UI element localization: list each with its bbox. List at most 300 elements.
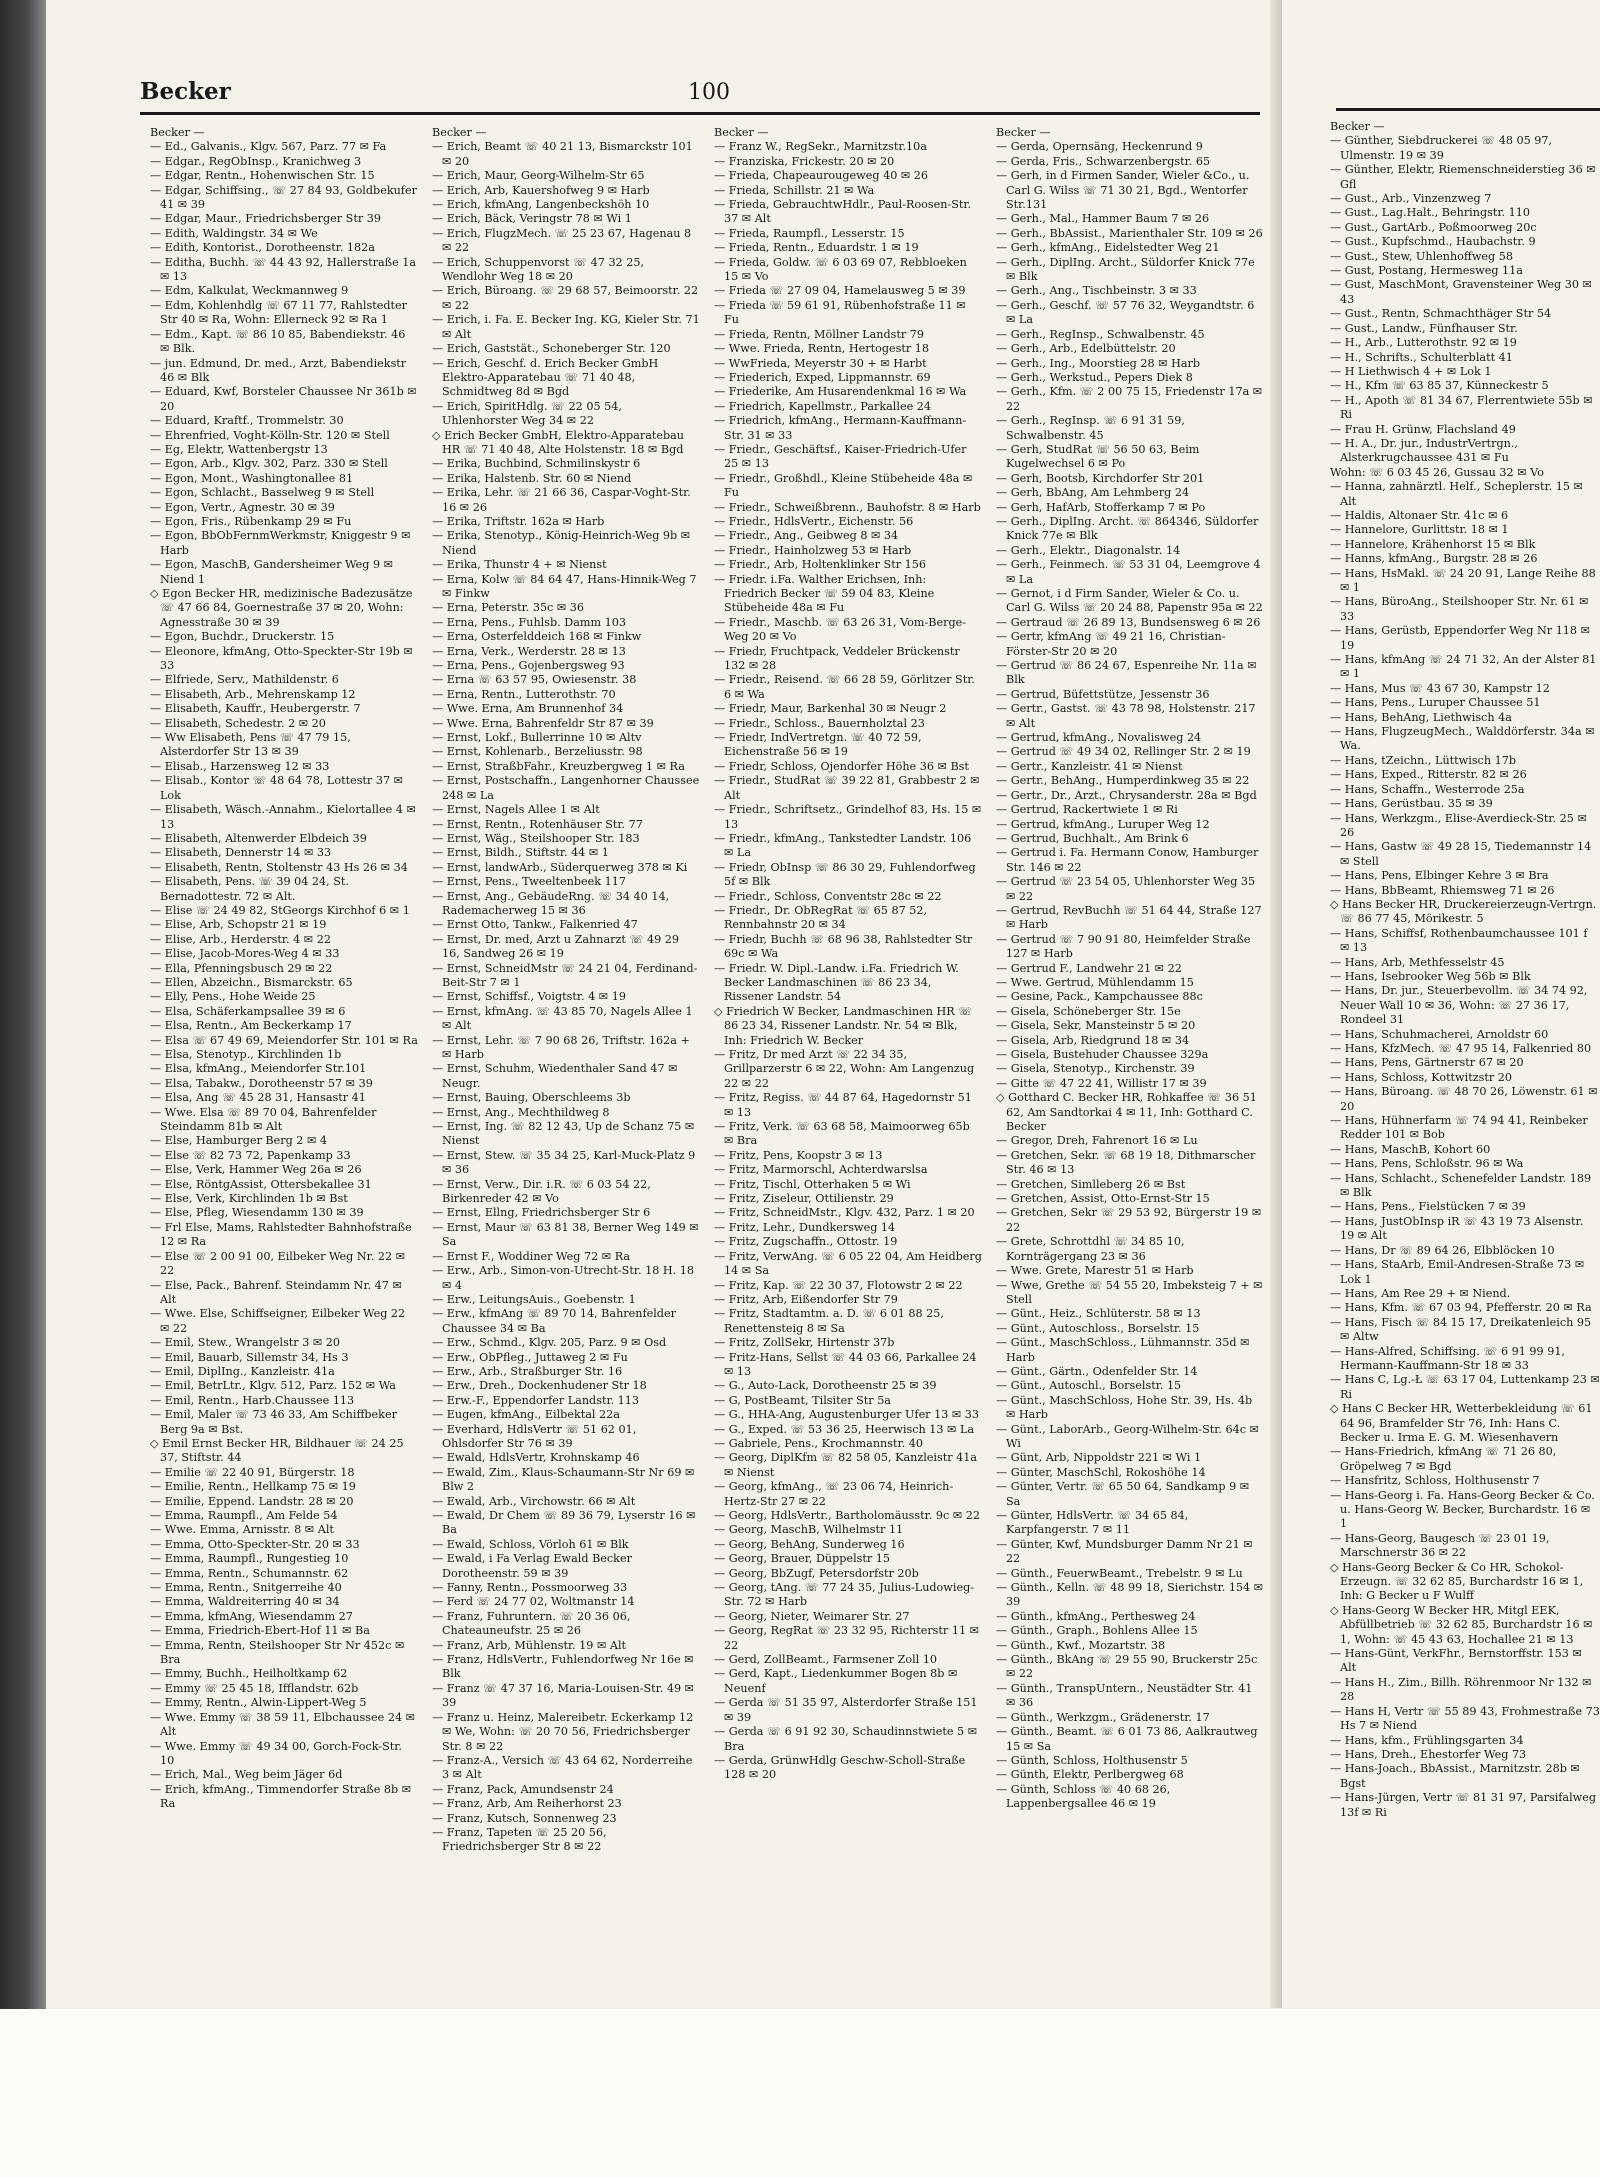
directory-entry: — Günth, Schloss ☏ 40 68 26, Lappenbergsallee 46 ✉ 19 (996, 1782, 1171, 1811)
directory-entry: — Fritz, Stadtamtm. a. D. ☏ 6 01 88 25, Renettensteig 8 ✉ Sa (714, 1307, 944, 1335)
facing-page-column (1330, 120, 1600, 1980)
directory-entry: — Else ☏ 82 73 72, Papenkamp 33 (150, 1148, 351, 1162)
directory-entry: — Friedr., Reisend. ☏ 66 28 59, Görlitzer Str. 6 ✉ Wa (714, 673, 975, 701)
directory-entry: — Hans, Schaffn., Westerrode 25a (1330, 782, 1525, 796)
directory-entry: — Emil, Stew., Wrangelstr 3 ✉ 20 (150, 1336, 341, 1350)
directory-entry: — Grete, Schrottdhl ☏ 34 85 10, Kornträgergang 23 ✉ 36 (996, 1235, 1185, 1263)
directory-entry: — Fritz, SchneidMstr., Klgv. 432, Parz. 1 ✉ 20 (714, 1206, 975, 1220)
directory-entry: — Franz W., RegSekr., Marnitzstr.10a (714, 140, 927, 154)
column-heading: Becker — (1330, 120, 1385, 133)
directory-entry: — Hans, Schlacht., Schenefelder Landstr. 189 ✉ Blk (1330, 1171, 1592, 1200)
directory-entry: — Eduard, Kwf, Borsteler Chaussee Nr 361b ✉ 20 (150, 385, 417, 413)
directory-entry: — Else, Verk, Hammer Weg 26a ✉ 26 (150, 1163, 362, 1177)
facing-page-rule (1336, 108, 1600, 111)
directory-entry: — Erich, SpiritHdlg. ☏ 22 05 54, Uhlenhorster Weg 34 ✉ 22 (432, 399, 622, 428)
directory-entry: — Hans, Mus ☏ 43 67 30, Kampstr 12 (1330, 681, 1550, 695)
directory-entry: — Franz, Kutsch, Sonnenweg 23 (432, 1811, 617, 1825)
directory-entry: — Gerh., DiplIng. Archt., Süldorfer Knick 77e ✉ Blk (996, 255, 1255, 284)
directory-entry: — Erw.-F., Eppendorfer Landstr. 113 (432, 1393, 640, 1407)
directory-entry: — Ewald, Schloss, Vörloh 61 ✉ Blk (432, 1537, 629, 1551)
directory-entry: — Fritz, VerwAng. ☏ 6 05 22 04, Am Heidberg 14 ✉ Sa (714, 1249, 982, 1278)
directory-entry: — Erw., Schmd., Klgv. 205, Parz. 9 ✉ Osd (432, 1336, 667, 1350)
directory-entry: — Emil, DiplIng., Kanzleistr. 41a (150, 1364, 335, 1378)
directory-entry: — Gertr., Gastst. ☏ 43 78 98, Holstenstr. 217 ✉ Alt (996, 702, 1256, 730)
directory-entry: — Emma, Rentn, Steilshooper Str Nr 452c ✉ Bra (150, 1638, 405, 1667)
directory-entry: — Elisabeth, Wäsch.-Annahm., Kielortallee 4 ✉ 13 (150, 803, 416, 831)
directory-entry: — Gerh., Geschf. ☏ 57 76 32, Weygandtstr. 6 ✉ La (996, 298, 1255, 327)
directory-entry: — Günt., Gärtn., Odenfelder Str. 14 (996, 1364, 1198, 1378)
directory-entry: — Günter, Kwf, Mundsburger Damm Nr 21 ✉ 22 (996, 1537, 1253, 1566)
column-heading: Becker — (714, 126, 769, 139)
directory-entry: — Hans, StaArb, Emil-Andresen-Straße 73 ✉ Lok 1 (1330, 1258, 1585, 1286)
directory-entry: — Hans-Georg i. Fa. Hans-Georg Becker & Co. u. Hans-Georg W. Becker, Burchardstr. 16 ✉ 1 (1330, 1488, 1595, 1531)
directory-entry: — Frau H. Grünw, Flachsland 49 (1330, 422, 1516, 436)
directory-entry: — Emilie, Rentn., Hellkamp 75 ✉ 19 (150, 1480, 356, 1494)
directory-entry: — Elfriede, Serv., Mathildenstr. 6 (150, 673, 339, 687)
directory-entry: — G., HHA-Ang, Augustenburger Ufer 13 ✉ 33 (714, 1408, 980, 1422)
directory-entry: — Eugen, kfmAng., Eilbektal 22a (432, 1408, 620, 1422)
column-heading: Becker — (432, 126, 487, 139)
directory-entry: — Frieda, GebrauchtwHdlr., Paul-Roosen-Str. 37 ✉ Alt (714, 198, 972, 226)
directory-entry: — Günther, Siebdruckerei ☏ 48 05 97, Ulmenstr. 19 ✉ 39 (1330, 134, 1553, 162)
directory-entry: — Friedr., HdlsVertr., Eichenstr. 56 (714, 514, 914, 528)
directory-entry: — Friedr., Dr. ObRegRat ☏ 65 87 52, Rennbahnstr 20 ✉ 34 (714, 903, 928, 932)
directory-entry: — Ernst, Wäg., Steilshooper Str. 183 (432, 831, 640, 845)
directory-entry: — Erich, kfmAng, Langenbeckshöh 10 (432, 198, 650, 212)
directory-entry: — Elisabeth, Altenwerder Elbdeich 39 (150, 831, 367, 845)
directory-entry: — Wwe. Elsa ☏ 89 70 04, Bahrenfelder Steindamm 81b ✉ Alt (150, 1105, 377, 1134)
directory-entry: — Erna, Kolw ☏ 84 64 47, Hans-Hinnik-Weg 7 ✉ Finkw (432, 572, 697, 600)
directory-entry: — Elisab., Kontor ☏ 48 64 78, Lottestr 37 ✉ Lok (150, 774, 404, 802)
directory-entry: — Edith, Kontorist., Dorotheenstr. 182a (150, 241, 375, 255)
column-heading: Becker — (996, 126, 1051, 139)
directory-entry: — Gertraud ☏ 26 89 13, Bundsensweg 6 ✉ 26 (996, 615, 1261, 629)
directory-entry: — Gisela, Stenotyp., Kirchenstr. 39 (996, 1062, 1195, 1076)
directory-entry: — Georg, DiplKfm ☏ 82 58 05, Kanzleistr 41a ✉ Nienst (714, 1451, 978, 1479)
directory-entry: — Frieda, Chapeaurougeweg 40 ✉ 26 (714, 169, 929, 183)
directory-entry: — Hans-Jürgen, Vertr ☏ 81 31 97, Parsifalweg 13f ✉ Ri (1330, 1791, 1597, 1819)
directory-entry: — jun. Edmund, Dr. med., Arzt, Babendiekstr 46 ✉ Blk (150, 356, 407, 384)
directory-entry: — Erich, Maur, Georg-Wilhelm-Str 65 (432, 169, 645, 183)
directory-entry: — Eleonore, kfmAng, Otto-Speckter-Str 19b ✉ 33 (150, 644, 413, 673)
directory-entry: — Wwe. Gertrud, Mühlendamm 15 (996, 975, 1194, 989)
directory-entry: — Erich, Bäck, Veringstr 78 ✉ Wi 1 (432, 212, 632, 226)
directory-entry: — H. A., Dr. jur., IndustrVertrgn., Alsterkrugchaussee 431 ✉ Fu (1330, 436, 1518, 465)
directory-entry: ◇ Hans Becker HR, Druckereierzeugn-Vertrgn. ☏ 86 77 45, Mörikestr. 5 (1330, 897, 1597, 926)
directory-entry: — Erw., Arb., Simon-von-Utrecht-Str. 18 H. 18 ✉ 4 (432, 1264, 694, 1292)
directory-entry: — Hans, KfzMech. ☏ 47 95 14, Falkenried 80 (1330, 1042, 1592, 1055)
directory-entry: — Günth., Kwf., Mozartstr. 38 (996, 1638, 1166, 1652)
directory-entry: — Elisabeth, Dennerstr 14 ✉ 33 (150, 846, 332, 860)
directory-entry: — Erna, Rentn., Lutterothstr. 70 (432, 687, 616, 701)
directory-entry: — Gretchen, Assist, Otto-Ernst-Str 15 (996, 1192, 1210, 1206)
directory-entry: — Gust., Kupfschmd., Haubachstr. 9 (1330, 235, 1536, 249)
directory-entry: — Gertrud F., Landwehr 21 ✉ 22 (996, 961, 1182, 975)
directory-entry: — Gerda, Fris., Schwarzenbergstr. 65 (996, 154, 1211, 168)
directory-entry: — Elise ☏ 24 49 82, StGeorgs Kirchhof 6 ✉ 1 (150, 903, 410, 917)
directory-entry: — Friedr, Schloss, Ojendorfer Höhe 36 ✉ Bst (714, 759, 969, 773)
directory-entry: — Fritz, Zugschaffn., Ottostr. 19 (714, 1235, 898, 1249)
directory-entry: — Ernst, Rentn., Rotenhäuser Str. 77 (432, 817, 643, 831)
directory-entry: — Gerh., BbAssist., Marienthaler Str. 109 ✉ 26 (996, 226, 1263, 240)
directory-entry: — Frieda, Schillstr. 21 ✉ Wa (714, 183, 875, 197)
directory-entry: — Fritz, Regiss. ☏ 44 87 64, Hagedornstr 51 ✉ 13 (714, 1091, 972, 1119)
directory-entry: — Elsa ☏ 67 49 69, Meiendorfer Str. 101 ✉ Ra (150, 1033, 418, 1047)
directory-entry: — Gerda ☏ 6 91 92 30, Schaudinnstwiete 5 ✉ Bra (714, 1725, 978, 1753)
directory-entry: — Erna, Peterstr. 35c ✉ 36 (432, 601, 585, 615)
directory-entry: — Hans, Pens., Fielstücken 7 ✉ 39 (1330, 1200, 1526, 1214)
directory-entry: — Emil, Rentn., Harb.Chaussee 113 (150, 1393, 355, 1407)
directory-entry: ◇ Friedrich W Becker, Landmaschinen HR ☏ 86 23 34, Rissener Landstr. Nr. 54 ✉ Blk, Inh: Friedrich W. Becker (714, 1004, 973, 1047)
directory-entry: — Erw., Dreh., Dockenhudener Str 18 (432, 1379, 647, 1393)
directory-entry: — Gust., Stew, Uhlenhoffweg 58 (1330, 249, 1514, 263)
directory-entry: — Gerh, StudRat ☏ 56 50 63, Beim Kugelwechsel 6 ✉ Po (996, 442, 1200, 471)
directory-entry: — Ernst, Ing. ☏ 82 12 43, Up de Schanz 75 ✉ Nienst (432, 1120, 695, 1148)
directory-entry: — Günt., Autoschloss., Borselstr. 15 (996, 1321, 1200, 1335)
directory-entry: — Wwe, Grethe ☏ 54 55 20, Imbeksteig 7 + ✉ Stell (996, 1278, 1263, 1306)
directory-entry: — Hans C, Lg.-Ł ☏ 63 17 04, Luttenkamp 23 ✉ Ri (1330, 1373, 1600, 1401)
directory-entry: — Else, Hamburger Berg 2 ✉ 4 (150, 1134, 328, 1148)
directory-entry: — Gertr., BehAng., Humperdinkweg 35 ✉ 22 (996, 774, 1250, 788)
directory-entry: — Hannelore, Krähenhorst 15 ✉ Blk (1330, 537, 1536, 551)
directory-entry: — Hans H, Vertr ☏ 55 89 43, Frohmestraße 73 Hs 7 ✉ Niend (1330, 1704, 1600, 1733)
directory-entry: — Fritz-Hans, Sellst ☏ 44 03 66, Parkallee 24 ✉ 13 (714, 1350, 977, 1378)
directory-entry: — Gertrud, Buchhalt., Am Brink 6 (996, 831, 1189, 845)
directory-entry: — Günth., TranspUntern., Neustädter Str. 41 ✉ 36 (996, 1681, 1253, 1710)
directory-entry: — Hans, JustObInsp iR ☏ 43 19 73 Alsenstr. 19 ✉ Alt (1330, 1214, 1584, 1243)
directory-entry: — Elisabeth, Pens. ☏ 39 04 24, St. Bernadottestr. 72 ✉ Alt. (150, 875, 349, 903)
directory-entry: — G., Exped. ☏ 53 36 25, Heerwisch 13 ✉ La (714, 1422, 975, 1436)
directory-entry: ◇ Erich Becker GmbH, Elektro-Apparatebau HR ☏ 71 40 48, Alte Holstenstr. 18 ✉ Bgd (432, 428, 685, 456)
directory-entry: — Frl Else, Mams, Rahlstedter Bahnhofstraße 12 ✉ Ra (150, 1220, 412, 1249)
directory-entry: — Gertrud ☏ 23 54 05, Uhlenhorster Weg 35 ✉ 22 (996, 875, 1256, 903)
column-heading: Becker — (150, 126, 205, 139)
directory-entry: — Edm, Kohlenhdlg ☏ 67 11 77, Rahlstedter Str 40 ✉ Ra, Wohn: Ellerneck 92 ✉ Ra 1 (150, 298, 407, 327)
directory-entry: — Gertr., Dr., Arzt., Chrysanderstr. 28a ✉ Bgd (996, 788, 1257, 802)
directory-entry: — Elisabeth, Rentn, Stoltenstr 43 Hs 26 ✉ 34 (150, 860, 408, 874)
directory-entry: — H., Arb., Lutterothstr. 92 ✉ 19 (1330, 336, 1517, 350)
header-surname: Becker (140, 78, 231, 105)
directory-entry: — Friedrich, Kapellmstr., Parkallee 24 (714, 399, 932, 413)
directory-entry: — Emilie ☏ 22 40 91, Bürgerstr. 18 (150, 1465, 355, 1479)
directory-entry: — Friedr., Schloss., Bauernholztal 23 (714, 716, 925, 730)
directory-entry: — Erika, Buchbind, Schmilinskystr 6 (432, 457, 641, 471)
directory-entry: — Ernst, kfmAng. ☏ 43 85 70, Nagels Allee 1 ✉ Alt (432, 1004, 693, 1033)
directory-entry: — Friedr, ObInsp ☏ 86 30 29, Fuhlendorfweg 5f ✉ Blk (714, 860, 976, 889)
directory-entry: — Fanny, Rentn., Possmoorweg 33 (432, 1581, 628, 1595)
directory-entry: — Franz, Arb, Mühlenstr. 19 ✉ Alt (432, 1638, 627, 1652)
directory-entry: — Gertrud, kfmAng., Novalisweg 24 (996, 731, 1202, 745)
directory-entry: — Hans-Joach., BbAssist., Marnitzstr. 28b ✉ Bgst (1330, 1762, 1580, 1790)
directory-entry: — Gerh., Ing., Moorstieg 28 ✉ Harb (996, 356, 1201, 370)
directory-entry: — Ernst, StraßbFahr., Kreuzbergweg 1 ✉ Ra (432, 759, 685, 773)
directory-entry: — Edgar, Rentn., Hohenwischen Str. 15 (150, 169, 375, 183)
directory-entry: — Friedr., Schloss, Conventstr 28c ✉ 22 (714, 889, 942, 903)
directory-entry: — Hans, Schloss, Kottwitzstr 20 (1330, 1070, 1512, 1084)
directory-entry: — Franz ☏ 47 37 16, Maria-Louisen-Str. 49 ✉ 39 (432, 1681, 695, 1710)
book-gutter (1270, 0, 1282, 2008)
directory-entry: — Emma, Raumpfl., Am Felde 54 (150, 1509, 338, 1522)
directory-entry: — Gerh., RegInsp. ☏ 6 91 31 59, Schwalbenstr. 45 (996, 414, 1185, 442)
directory-entry: — Hans, Dr. jur., Steuerbevollm. ☏ 34 74 92, Neuer Wall 10 ✉ 36, Wohn: ☏ 27 36 17, Rondeel 31 (1330, 984, 1588, 1027)
directory-entry: — Georg, MaschB, Wilhelmstr 11 (714, 1523, 904, 1537)
directory-entry: — Gertrud ☏ 49 34 02, Rellinger Str. 2 ✉ 19 (996, 745, 1251, 759)
directory-entry: — Friedr., kfmAng., Tankstedter Landstr. 106 ✉ La (714, 831, 972, 860)
directory-entry: — Emma, Otto-Speckter-Str. 20 ✉ 33 (150, 1537, 360, 1551)
directory-entry: — Gisela, Sekr, Mansteinstr 5 ✉ 20 (996, 1019, 1196, 1033)
directory-entry: — Emma, Waldreiterring 40 ✉ 34 (150, 1595, 340, 1609)
directory-entry: — Georg, RegRat ☏ 23 32 95, Richterstr 11 ✉ 22 (714, 1624, 979, 1652)
directory-entry: — Elisabeth, Schedestr. 2 ✉ 20 (150, 716, 326, 730)
directory-entry: — Erika, Halstenb. Str. 60 ✉ Niend (432, 471, 632, 485)
directory-entry: — Friedr. i.Fa. Walther Erichsen, Inh: Friedrich Becker ☏ 59 04 83, Kleine Stübeheide 48a ✉ Fu (714, 572, 935, 615)
directory-entry: — Emma, Rentn., Schumannstr. 62 (150, 1566, 349, 1580)
directory-entry: — Hans, Am Ree 29 + ✉ Niend. (1330, 1286, 1511, 1300)
directory-entry: — Gerh, Bootsb, Kirchdorfer Str 201 (996, 471, 1205, 485)
directory-entry: — Frieda, Goldw. ☏ 6 03 69 07, Rebbloeken 15 ✉ Vo (714, 255, 967, 284)
directory-entry: — Gerh., Werkstud., Pepers Diek 8 (996, 370, 1193, 384)
directory-entry: — Hans, Exped., Ritterstr. 82 ✉ 26 (1330, 768, 1527, 782)
directory-entry: — Friedr., Großhdl., Kleine Stübeheide 48a ✉ Fu (714, 471, 973, 500)
directory-entry: — Edith, Waldingstr. 34 ✉ We (150, 226, 318, 240)
directory-entry: — Gerd, Kapt., Liedenkummer Bogen 8b ✉ Neuenf (714, 1667, 958, 1695)
directory-entry: — Ehrenfried, Voght-Kölln-Str. 120 ✉ Stell (150, 428, 390, 442)
directory-entry: — Günth, Elektr, Perlbergweg 68 (996, 1768, 1184, 1782)
directory-entry: — Friedr., StudRat ☏ 39 22 81, Grabbestr 2 ✉ Alt (714, 774, 980, 802)
directory-entry: — Elise, Arb., Herderstr. 4 ✉ 22 (150, 932, 331, 946)
directory-entry: — H Liethwisch 4 + ✉ Lok 1 (1330, 364, 1492, 378)
directory-entry: — Ed., Galvanis., Klgv. 567, Parz. 77 ✉ Fa (150, 140, 387, 154)
directory-entry: — Gerda ☏ 51 35 97, Alsterdorfer Straße 151 ✉ 39 (714, 1696, 978, 1724)
directory-entry: — Hans-Georg, Baugesch ☏ 23 01 19, Marschnerstr 36 ✉ 22 (1330, 1531, 1550, 1560)
directory-entry: — H., Schrifts., Schulterblatt 41 (1330, 350, 1513, 364)
directory-entry: — Erna, Verk., Werderstr. 28 ✉ 13 (432, 644, 626, 658)
directory-entry: — Gerh., DiplIng. Archt. ☏ 864346, Süldorfer Knick 77e ✉ Blk (996, 514, 1259, 543)
directory-entry: — Günth., Werkzgm., Grädenerstr. 17 (996, 1710, 1210, 1724)
directory-entry: — G, PostBeamt, Tilsiter Str 5a (714, 1393, 891, 1407)
directory-entry: — Gregor, Dreh, Fahrenort 16 ✉ Lu (996, 1134, 1198, 1148)
directory-entry: — Hans-Alfred, Schiffsing. ☏ 6 91 99 91, Hermann-Kauffmann-Str 18 ✉ 33 (1330, 1344, 1565, 1372)
directory-entry: — Hans, kfmAng ☏ 24 71 32, An der Alster 81 ✉ 1 (1330, 653, 1597, 681)
facing-page-edge (1286, 0, 1600, 2008)
directory-entry: — Gerh., kfmAng., Eidelstedter Weg 21 (996, 241, 1220, 255)
directory-entry: — Erich, Mal., Weg beim Jäger 6d (150, 1768, 343, 1782)
directory-entry: — Ernst, Pens., Tweeltenbeek 117 (432, 875, 626, 889)
directory-entry: — Günter, MaschSchl, Rokoshöhe 14 (996, 1465, 1206, 1479)
directory-entry: — Else ☏ 2 00 91 00, Eilbeker Weg Nr. 22 ✉ 22 (150, 1249, 406, 1278)
directory-entry: — Gust., Landw., Fünfhauser Str. (1330, 321, 1518, 335)
directory-entry: — Erw., ObPfleg., Juttaweg 2 ✉ Fu (432, 1350, 628, 1364)
directory-entry: — Hans, Schiffsf, Rothenbaumchaussee 101 f ✉ 13 (1330, 926, 1588, 955)
directory-entry: — Ernst, Maur ☏ 63 81 38, Berner Weg 149 ✉ Sa (432, 1220, 699, 1249)
directory-entry: — Else, Pack., Bahrenf. Steindamm Nr. 47 ✉ Alt (150, 1278, 402, 1306)
directory-entry: — Günt., Autoschl., Borselstr. 15 (996, 1379, 1182, 1393)
directory-entry: — Else, RöntgAssist, Ottersbekallee 31 (150, 1177, 372, 1191)
directory-entry: — Everhard, HdlsVertr ☏ 51 62 01, Ohlsdorfer Str 76 ✉ 39 (432, 1422, 637, 1450)
directory-entry: — Hans, Büroang. ☏ 48 70 26, Löwenstr. 61 ✉ 20 (1330, 1085, 1598, 1113)
directory-entry: — Fritz, Verk. ☏ 63 68 58, Maimoorweg 65b ✉ Bra (714, 1120, 970, 1148)
directory-entry: — Fritz, Kap. ☏ 22 30 37, Flotowstr 2 ✉ 22 (714, 1278, 963, 1292)
directory-entry: — Gust, MaschMont, Gravensteiner Weg 30 ✉ 43 (1330, 278, 1592, 306)
directory-entry: — Günth., Graph., Bohlens Allee 15 (996, 1624, 1198, 1638)
directory-entry: — Friedr. W. Dipl.-Landw. i.Fa. Friedrich W. Becker Landmaschinen ☏ 86 23 34, Rissener Landstr. 54 (714, 961, 959, 1004)
directory-entry: — Ernst, Bauing, Oberschleems 3b (432, 1091, 631, 1105)
directory-entry: — Wwe. Else, Schiffseigner, Eilbeker Weg 22 ✉ 22 (150, 1307, 406, 1335)
directory-entry: — Gerh, HafArb, Stofferkamp 7 ✉ Po (996, 500, 1206, 514)
directory-entry: — Günth., Beamt. ☏ 6 01 73 86, Aalkrautweg 15 ✉ Sa (996, 1725, 1258, 1753)
directory-entry: — Gitte ☏ 47 22 41, Willistr 17 ✉ 39 (996, 1076, 1207, 1090)
directory-entry: — Emil, BetrLtr., Klgv. 512, Parz. 152 ✉ Wa (150, 1379, 396, 1393)
directory-entry: — Elisabeth, Kauffr., Heubergerstr. 7 (150, 702, 361, 716)
directory-entry: — Fritz, Ziseleur, Ottilienstr. 29 (714, 1192, 894, 1206)
directory-entry: — Hans-Günt, VerkFhr., Bernstorffstr. 153 ✉ Alt (1330, 1647, 1582, 1675)
directory-entry: — Eg, Elektr, Wattenbergstr 13 (150, 442, 328, 456)
directory-entry: — Emma, Raumpfl., Rungestieg 10 (150, 1552, 349, 1566)
directory-entry: — Erika, Thunstr 4 + ✉ Nienst (432, 558, 607, 572)
directory-entry: — Emil, Bauarb, Sillemstr 34, Hs 3 (150, 1350, 349, 1364)
directory-entry: — Elsa, Tabakw., Dorotheenstr 57 ✉ 39 (150, 1076, 373, 1090)
directory-entry: — Friederike, Am Husarendenkmal 16 ✉ Wa (714, 385, 967, 399)
directory-entry: — Gertrud ☏ 86 24 67, Espenreihe Nr. 11a ✉ Blk (996, 659, 1257, 687)
directory-entry: — Friedr., Geschäftsf., Kaiser-Friedrich-Ufer 25 ✉ 13 (714, 442, 967, 471)
column-2 (432, 126, 700, 1996)
directory-entry: — Gertr, kfmAng ☏ 49 21 16, Christian-Förster-Str 20 ✉ 20 (996, 630, 1226, 658)
directory-entry: — Gisela, Bustehuder Chaussee 329a (996, 1048, 1209, 1061)
directory-entry: — Haldis, Altonaer Str. 41c ✉ 6 (1330, 508, 1509, 522)
directory-entry: — Wwe. Erna, Bahrenfeldr Str 87 ✉ 39 (432, 716, 654, 730)
directory-entry: — Wwe. Grete, Marestr 51 ✉ Harb (996, 1264, 1194, 1278)
directory-entry: — Elsa, Schäferkampsallee 39 ✉ 6 (150, 1004, 346, 1018)
directory-entry: — Gertrud, Rackertwiete 1 ✉ Ri (996, 803, 1178, 817)
directory-entry: — Ernst, Verw., Dir. i.R. ☏ 6 03 54 22, Birkenreder 42 ✉ Vo (432, 1177, 651, 1206)
directory-entry: — Ewald, i Fa Verlag Ewald Becker Dorotheenstr. 59 ✉ 39 (432, 1552, 632, 1580)
directory-entry: — Ferd ☏ 24 77 02, Woltmanstr 14 (432, 1595, 635, 1609)
directory-entry: — Günter, HdlsVertr. ☏ 34 65 84, Karpfangerstr. 7 ✉ 11 (996, 1509, 1189, 1537)
scan-bottom-margin (0, 2009, 1600, 2177)
directory-entry: — Franz, Fuhruntern. ☏ 20 36 06, Chateauneufstr. 25 ✉ 26 (432, 1609, 631, 1638)
directory-entry: — Hans, Arb, Methfesselstr 45 (1330, 955, 1505, 969)
directory-entry: — Hans, Gerüstb, Eppendorfer Weg Nr 118 ✉ 19 (1330, 624, 1590, 652)
directory-entry: — Günth, Schloss, Holthusenstr 5 (996, 1753, 1188, 1767)
directory-entry: — Elsa, Rentn., Am Beckerkamp 17 (150, 1019, 352, 1033)
directory-entry: — Gerh., Mal., Hammer Baum 7 ✉ 26 (996, 212, 1210, 226)
directory-entry: — Ewald, Arb., Virchowstr. 66 ✉ Alt (432, 1494, 636, 1508)
directory-entry: — Egon, Buchdr., Druckerstr. 15 (150, 630, 335, 644)
directory-entry: — Hanna, zahnärztl. Helf., Scheplerstr. 15 ✉ Alt (1330, 480, 1583, 508)
directory-entry: — Gertrud, kfmAng., Luruper Weg 12 (996, 817, 1210, 831)
column-3 (714, 126, 982, 1996)
directory-entry: — Franz, Arb, Am Reiherhorst 23 (432, 1797, 622, 1811)
directory-entry: — Egon, Schlacht., Basselweg 9 ✉ Stell (150, 486, 375, 500)
directory-entry: — Friedr., Arb, Holtenklinker Str 156 (714, 558, 926, 572)
directory-entry: — Elsa, kfmAng., Meiendorfer Str.101 (150, 1062, 367, 1076)
directory-entry: — Georg, tAng. ☏ 77 24 35, Julius-Ludowieg-Str. 72 ✉ Harb (714, 1581, 975, 1609)
directory-entry: — Friedr, Maur, Barkenhal 30 ✉ Neugr 2 (714, 702, 947, 716)
directory-entry: — Ernst, Lehr. ☏ 7 90 68 26, Triftstr. 162a + ✉ Harb (432, 1033, 690, 1061)
directory-entry: — Ellen, Abzeichn., Bismarckstr. 65 (150, 975, 353, 989)
directory-entry: — Friedr., Schweißbrenn., Bauhofstr. 8 ✉ Harb (714, 500, 981, 514)
header-rule (140, 112, 1260, 115)
directory-entry: — Edgar, Schiffsing., ☏ 27 84 93, Goldbekufer 41 ✉ 39 (150, 183, 417, 212)
directory-entry: — Ernst F., Woddiner Weg 72 ✉ Ra (432, 1249, 631, 1263)
book-spine-shadow (0, 0, 46, 2177)
directory-entry: — Gust, Postang, Hermesweg 11a (1330, 264, 1523, 278)
directory-entry: — Erika, Triftstr. 162a ✉ Harb (432, 514, 605, 528)
directory-entry: — Elsa, Stenotyp., Kirchlinden 1b (150, 1048, 342, 1061)
directory-entry: ◇ Emil Ernst Becker HR, Bildhauer ☏ 24 25 37, Stiftstr. 44 (150, 1436, 404, 1465)
directory-entry: — H., Apoth ☏ 81 34 67, Flerrentwiete 55b ✉ Ri (1330, 393, 1593, 422)
directory-entry: — Hans, Hühnerfarm ☏ 74 94 41, Reinbeker Redder 101 ✉ Bob (1330, 1114, 1588, 1142)
directory-entry: — Gertr., Kanzleistr. 41 ✉ Nienst (996, 759, 1183, 773)
directory-entry: — Ww Elisabeth, Pens ☏ 47 79 15, Alsterdorfer Str 13 ✉ 39 (150, 731, 351, 759)
directory-entry: — Else, Pfleg, Wiesendamm 130 ✉ 39 (150, 1206, 364, 1220)
directory-entry: — Ewald, Zim., Klaus-Schaumann-Str Nr 69 ✉ Blw 2 (432, 1465, 695, 1494)
directory-entry: — G., Auto-Lack, Dorotheenstr 25 ✉ 39 (714, 1379, 937, 1393)
directory-entry: — Gertrud i. Fa. Hermann Conow, Hamburger Str. 146 ✉ 22 (996, 846, 1259, 874)
directory-entry: — Wwe. Emma, Arnisstr. 8 ✉ Alt (150, 1523, 334, 1537)
directory-entry: — Ernst, Ang., Mechthildweg 8 (432, 1105, 610, 1119)
directory-entry: — Gesine, Pack., Kampchaussee 88c (996, 990, 1203, 1004)
directory-entry: — Hans, BehAng, Liethwisch 4a (1330, 710, 1512, 724)
directory-entry: — Erich, Beamt ☏ 40 21 13, Bismarckstr 101 ✉ 20 (432, 140, 693, 168)
directory-entry: — Günt., LaborArb., Georg-Wilhelm-Str. 64c ✉ Wi (996, 1422, 1259, 1450)
directory-entry: Wohn: ☏ 6 03 45 26, Gussau 32 ✉ Vo (1330, 465, 1544, 479)
directory-entry: — Wwe. Emmy ☏ 38 59 11, Elbchaussee 24 ✉ Alt (150, 1710, 415, 1739)
directory-entry: — Günth., FeuerwBeamt., Trebelstr. 9 ✉ Lu (996, 1566, 1243, 1580)
directory-entry: — Frieda, Rentn, Möllner Landstr 79 (714, 327, 924, 341)
directory-entry: — Frieda, Raumpfl., Lesserstr. 15 (714, 226, 905, 240)
directory-entry: — Emmy, Buchh., Heilholtkamp 62 (150, 1667, 348, 1681)
directory-entry: — Ernst, Bildh., Stiftstr. 44 ✉ 1 (432, 846, 609, 860)
directory-entry: — Hans, Isebrooker Weg 56b ✉ Blk (1330, 969, 1531, 983)
directory-entry: — Gernot, i d Firm Sander, Wieler & Co. u. Carl G. Wilss ☏ 20 24 88, Papenstr 95a ✉ 22 (996, 587, 1263, 615)
directory-entry: ◇ Hans C Becker HR, Wetterbekleidung ☏ 61 64 96, Bramfelder Str 76, Inh: Hans C. Becker u. Irma E. G. M. Wiesenhavern (1330, 1402, 1593, 1444)
directory-entry: — Gerh., Elektr., Diagonalstr. 14 (996, 543, 1181, 557)
directory-entry: — Gerd, ZollBeamt., Farmsener Zoll 10 (714, 1653, 938, 1667)
directory-entry: — Erich, Arb, Kauershofweg 9 ✉ Harb (432, 183, 650, 197)
directory-entry: — Gerh., Feinmech. ☏ 53 31 04, Leemgrove 4 ✉ La (996, 558, 1261, 586)
directory-entry: — Erich, Büroang. ☏ 29 68 57, Beimoorstr. 22 ✉ 22 (432, 284, 699, 312)
directory-entry: — Erw., Arb., Straßburger Str. 16 (432, 1364, 623, 1378)
directory-entry: — Hans, Pens, Schloßstr. 96 ✉ Wa (1330, 1157, 1524, 1171)
directory-entry: — Ernst, Dr. med, Arzt u Zahnarzt ☏ 49 29 16, Sandweg 26 ✉ 19 (432, 932, 680, 961)
directory-entry: — Emmy ☏ 25 45 18, Ifflandstr. 62b (150, 1681, 359, 1695)
directory-entry: — Emma, Friedrich-Ebert-Hof 11 ✉ Ba (150, 1624, 370, 1638)
directory-entry: — Fritz, ZollSekr, Hirtenstr 37b (714, 1336, 895, 1350)
directory-entry: — Frieda, Rentn., Eduardstr. 1 ✉ 19 (714, 241, 919, 255)
directory-entry: — Gerda, Opernsäng, Heckenrund 9 (996, 140, 1203, 154)
directory-entry: — Egon, BbObFernmWerkmstr, Kniggestr 9 ✉ Harb (150, 529, 411, 557)
page-header (140, 78, 1260, 112)
directory-entry: — Elly, Pens., Hohe Weide 25 (150, 990, 316, 1004)
directory-entry: — Erna, Osterfelddeich 168 ✉ Finkw (432, 630, 642, 644)
directory-entry: — Gretchen, Sekr ☏ 29 53 92, Bürgerstr 19 ✉ 22 (996, 1206, 1262, 1234)
directory-entry: — Hans, Werkzgm., Elise-Averdieck-Str. 25 ✉ 26 (1330, 811, 1587, 839)
directory-entry: — Frieda ☏ 59 61 91, Rübenhofstraße 11 ✉ Fu (714, 298, 966, 327)
directory-entry: — Hansfritz, Schloss, Holthusenstr 7 (1330, 1474, 1540, 1488)
directory-entry: — WwFrieda, Meyerstr 30 + ✉ Harbt (714, 356, 927, 370)
directory-entry: — Fritz, Dr med Arzt ☏ 22 34 35, Grillparzerstr 6 ✉ 22, Wohn: Am Langenzug 22 ✉ 22 (714, 1048, 975, 1090)
column-1 (150, 126, 418, 1996)
directory-entry: — Hans, Pens, Gärtnerstr 67 ✉ 20 (1330, 1056, 1524, 1070)
directory-entry: — Fritz, Arb, Eißendorfer Str 79 (714, 1292, 898, 1306)
directory-entry: — Gretchen, Simlleberg 26 ✉ Bst (996, 1177, 1186, 1191)
directory-entry: — Wwe. Frieda, Rentn, Hertogestr 18 (714, 342, 929, 356)
directory-entry: — Gerh, in d Firmen Sander, Wieler &Co., u. Carl G. Wilss ☏ 71 30 21, Bgd., Wentorfer Str.131 (996, 169, 1250, 212)
directory-entry: — Erich, i. Fa. E. Becker Ing. KG, Kieler Str. 71 ✉ Alt (432, 313, 700, 341)
directory-entry: — Günt., MaschSchloss., Lühmannstr. 35d ✉ Harb (996, 1336, 1250, 1364)
directory-entry: — Egon, Vertr., Agnestr. 30 ✉ 39 (150, 500, 335, 514)
